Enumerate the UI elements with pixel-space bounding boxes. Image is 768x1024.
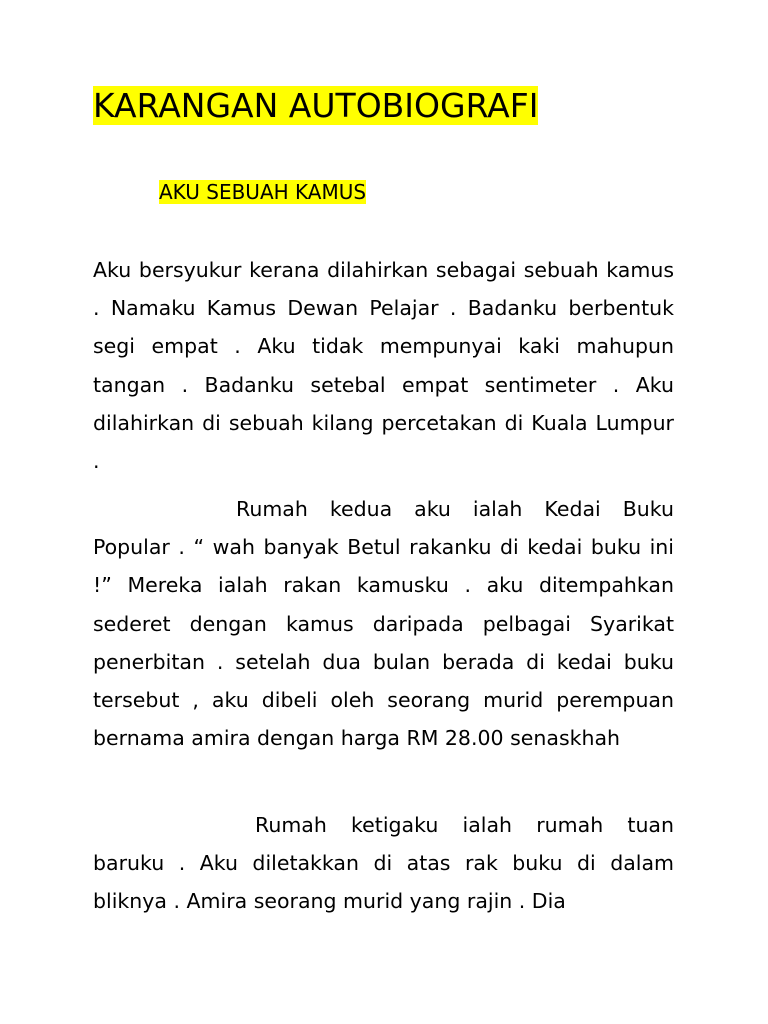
paragraph-3: Rumah ketigaku ialah rumah tuan baruku . Aku diletakkan di atas rak buku di dalam bliknya . Amira seorang murid yang rajin . Dia bbox=[93, 813, 674, 914]
document-title bbox=[93, 86, 538, 126]
document-subtitle bbox=[159, 178, 366, 206]
paragraph-1: Aku bersyukur kerana dilahirkan sebagai sebuah kamus . Namaku Kamus Dewan Pelajar . Badanku berbentuk segi empat . Aku tidak mempunyai kaki mahupun tangan . Badanku setebal empat sentimeter . Aku dilahirkan di sebuah kilang percetakan di Kuala Lumpur . bbox=[93, 258, 674, 474]
subtitle-highlight: AKU SEBUAH KAMUS bbox=[159, 180, 367, 204]
paragraph-2: Rumah kedua aku ialah Kedai Buku Popular . “ wah banyak Betul rakanku di kedai buku ini !” Mereka ialah rakan kamusku . aku ditempahkan sederet dengan kamus daripada pelbagai Syarikat penerbitan . setelah dua bulan berada di kedai buku tersebut , aku dibeli oleh seorang murid perempuan bernama amira dengan harga RM 28.00 senaskhah bbox=[93, 497, 674, 751]
title-highlight: KARANGAN AUTOBIOGRAFI bbox=[93, 86, 539, 125]
